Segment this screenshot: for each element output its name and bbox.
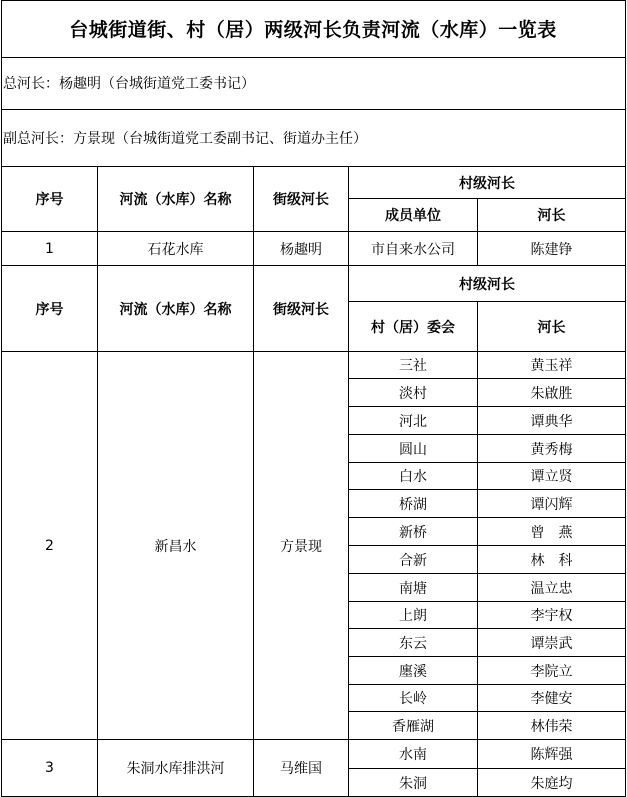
- village-name: 东云: [399, 635, 427, 652]
- village-name: 新桥: [399, 524, 427, 541]
- village-chief: 谭闪辉: [530, 496, 573, 513]
- village-chief: 李健安: [530, 691, 573, 707]
- row-river: 石花水库: [147, 241, 204, 258]
- village-name: 桥湖: [399, 496, 427, 513]
- group-river: 朱洞水库排洪河: [126, 761, 225, 777]
- group-index: 3: [45, 760, 54, 776]
- group-street-chief: 马维国: [280, 761, 322, 777]
- header-village: 村（居）委会: [371, 319, 455, 336]
- village-name: 河北: [399, 413, 427, 430]
- header-street-chief: 街级河长: [273, 301, 329, 318]
- row-chief: 陈建铮: [530, 241, 573, 258]
- village-chief: 谭崇武: [530, 635, 573, 652]
- village-name: 南塘: [399, 580, 427, 597]
- header-river: 河流（水库）名称: [119, 301, 232, 318]
- chief-river-chief: 总河长：杨趣明（台城街道党工委书记）: [3, 76, 255, 92]
- header-chief: 河长: [537, 319, 566, 336]
- village-chief: 朱庭均: [530, 775, 573, 792]
- row-unit: 市自来水公司: [371, 241, 455, 258]
- header-index: 序号: [35, 192, 64, 208]
- village-chief: 谭立贤: [530, 469, 573, 485]
- group-river: 新昌水: [154, 538, 197, 555]
- group-index: 2: [45, 537, 54, 554]
- village-name: 长岭: [399, 691, 427, 707]
- village-chief: 黄秀梅: [530, 441, 573, 458]
- header-index: 序号: [35, 301, 64, 318]
- village-chief: 黄玉祥: [530, 358, 573, 374]
- village-name: 廛溪: [399, 663, 427, 680]
- header-river: 河流（水库）名称: [119, 192, 232, 208]
- village-chief: 温立忠: [530, 580, 573, 597]
- village-chief: 谭典华: [530, 413, 573, 430]
- header-street-chief: 街级河长: [273, 192, 329, 208]
- village-name: 合新: [399, 552, 427, 569]
- header-chief: 河长: [537, 208, 566, 224]
- village-name: 上朗: [399, 608, 427, 624]
- header-member-unit: 成员单位: [385, 208, 441, 224]
- village-chief: 李院立: [530, 663, 573, 680]
- village-chief: 朱啟胜: [530, 385, 573, 402]
- header-village-group: 村级河长: [459, 175, 515, 192]
- village-name: 朱洞: [399, 775, 427, 792]
- vice-chief-river-chief: 副总河长：方景现（台城街道党工委副书记、街道办主任）: [3, 131, 367, 147]
- village-name: 圆山: [399, 441, 427, 458]
- group-street-chief: 方景现: [280, 538, 322, 555]
- village-name: 香雁湖: [392, 718, 434, 735]
- page-title: 台城街道街、村（居）两级河长负责河流（水库）一览表: [69, 19, 557, 41]
- row-index: 1: [45, 240, 54, 257]
- village-name: 三社: [399, 358, 427, 374]
- row-street-chief: 杨趣明: [280, 241, 322, 258]
- village-name: 白水: [399, 469, 427, 485]
- header-village-group: 村级河长: [459, 276, 515, 293]
- village-chief: 曾 燕: [530, 524, 573, 541]
- village-chief: 陈辉强: [530, 747, 573, 763]
- village-chief: 林 科: [530, 552, 573, 569]
- village-chief: 李宇权: [530, 608, 573, 624]
- village-name: 水南: [399, 747, 427, 763]
- village-name: 淡村: [399, 385, 427, 402]
- village-chief: 林伟荣: [530, 718, 573, 735]
